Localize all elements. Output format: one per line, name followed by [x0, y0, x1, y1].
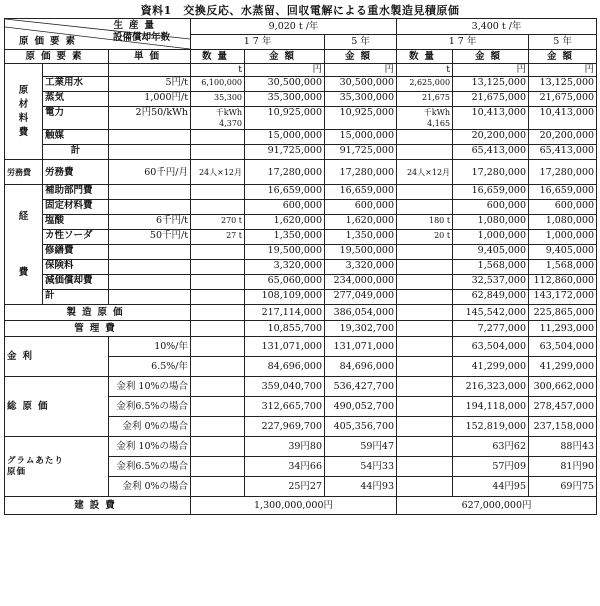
row-amount-a17: 19,500,000: [245, 245, 325, 260]
col-unit: 単価: [109, 50, 191, 64]
row-amount-a17: 65,060,000: [245, 275, 325, 290]
row-amount-b17: 62,849,000: [453, 290, 529, 305]
construction-cost-row: [5, 497, 597, 515]
row-unit-price: 金利 0%の場合: [109, 417, 191, 437]
row-qty-b: 千kWh 4,165: [397, 107, 453, 130]
corner-header: [5, 19, 191, 50]
row-unit-price: 金利 10%の場合: [109, 437, 191, 457]
row-amount-b17: 9,405,000: [453, 245, 529, 260]
row-amount-b17: 1,080,000: [453, 215, 529, 230]
row-amount-a5: 131,071,000: [325, 337, 397, 357]
row-unit-price: [109, 260, 191, 275]
row-amount-a5: 59円47: [325, 437, 397, 457]
table-row: [5, 230, 597, 245]
row-amount-a17: 600,000: [245, 200, 325, 215]
row-unit-price: 金利 10%の場合: [109, 377, 191, 397]
table-row: [5, 437, 597, 457]
row-name: 減価償却費: [43, 275, 109, 290]
total-group-label: 総原価: [5, 377, 109, 437]
row-amount-b5: 278,457,000: [529, 397, 597, 417]
unit-t-a: t: [191, 64, 245, 77]
production-a: 9,020 t /年: [191, 19, 397, 35]
row-amount-b17: 63,504,000: [453, 337, 529, 357]
row-qty-b: 24人×12月: [397, 160, 453, 185]
row-unit-price: 50千円/t: [109, 230, 191, 245]
row-amount-b5: 10,413,000: [529, 107, 597, 130]
row-amount-b17: 17,280,000: [453, 160, 529, 185]
row-name: 保険料: [43, 260, 109, 275]
row-amount-b5: 81円90: [529, 457, 597, 477]
row-amount-a5: 10,925,000: [325, 107, 397, 130]
row-amount-b5: 41,299,000: [529, 357, 597, 377]
row-qty-a: 千kWh 4,370: [191, 107, 245, 130]
years-b17: 1 7 年: [397, 34, 529, 50]
row-qty-a: [191, 145, 245, 160]
row-amount-a5: 277,049,000: [325, 290, 397, 305]
row-amount-b5: 237,158,000: [529, 417, 597, 437]
blank-cell: [191, 417, 245, 437]
row-qty-a: [191, 275, 245, 290]
blank-cell: [191, 305, 245, 321]
row-unit-price: [109, 245, 191, 260]
row-unit-price: 6.5%/年: [109, 357, 191, 377]
row-amount-b17: 1,000,000: [453, 230, 529, 245]
table-row: [5, 160, 597, 185]
row-qty-b: [397, 130, 453, 145]
row-unit-price: [109, 145, 191, 160]
row-name: 工業用水: [43, 77, 109, 92]
labor-group-label: 労務費: [5, 160, 43, 185]
row-amount-b17: 194,118,000: [453, 397, 529, 417]
row-amount-a5: 30,500,000: [325, 77, 397, 92]
diag-years: 設備償却年数: [113, 32, 171, 43]
row-amount-b5: 9,405,000: [529, 245, 597, 260]
row-name: 修繕費: [43, 245, 109, 260]
row-amount-b17: 145,542,000: [453, 305, 529, 321]
row-unit-price: 5円/t: [109, 77, 191, 92]
table-row: [5, 337, 597, 357]
years-a17: 1 7 年: [191, 34, 325, 50]
blank-cell: [191, 357, 245, 377]
blank-cell: [191, 397, 245, 417]
col-qty-a: 数量: [191, 50, 245, 64]
row-amount-b5: 63,504,000: [529, 337, 597, 357]
row-amount-a5: 600,000: [325, 200, 397, 215]
row-amount-a5: 3,320,000: [325, 260, 397, 275]
blank-cell: [191, 477, 245, 497]
blank-cell: [397, 377, 453, 397]
row-amount-a5: 15,000,000: [325, 130, 397, 145]
row-amount-a5: 19,500,000: [325, 245, 397, 260]
row-amount-a5: 490,052,700: [325, 397, 397, 417]
row-qty-b: 21,675: [397, 92, 453, 107]
row-amount-a17: 84,696,000: [245, 357, 325, 377]
row-unit-price: 1,000円/t: [109, 92, 191, 107]
years-b5: 5 年: [529, 34, 597, 50]
row-amount-b5: 1,080,000: [529, 215, 597, 230]
unit-marks-row: [5, 64, 597, 77]
col-amount-b5: 金額: [529, 50, 597, 64]
row-amount-b5: 1,000,000: [529, 230, 597, 245]
row-amount-b17: 13,125,000: [453, 77, 529, 92]
row-amount-a17: 35,300,000: [245, 92, 325, 107]
row-amount-a17: 91,725,000: [245, 145, 325, 160]
blank-cell: [397, 397, 453, 417]
row-amount-a17: 16,659,000: [245, 185, 325, 200]
row-unit-price: [109, 290, 191, 305]
diag-element: 原価要素: [19, 36, 82, 47]
col-amount-a17: 金額: [245, 50, 325, 64]
row-amount-b17: 16,659,000: [453, 185, 529, 200]
col-element: 原価要素: [5, 50, 109, 64]
unit-yen-a17: 円: [245, 64, 325, 77]
blank-cell: [397, 477, 453, 497]
row-amount-a17: 108,109,000: [245, 290, 325, 305]
row-qty-b: [397, 290, 453, 305]
per_gram-group-label: グラムあたり 原価: [5, 437, 109, 497]
row-amount-b5: 65,413,000: [529, 145, 597, 160]
production-b: 3,400 t /年: [397, 19, 597, 35]
table-row: [5, 107, 597, 130]
row-qty-b: [397, 185, 453, 200]
unit-t-b: t: [397, 64, 453, 77]
row-qty-a: 6,100,000: [191, 77, 245, 92]
row-qty-a: [191, 260, 245, 275]
row-amount-a17: 34円66: [245, 457, 325, 477]
expense-group-label: 経 費: [5, 185, 43, 305]
row-name: 計: [43, 290, 109, 305]
row-amount-a17: 227,969,700: [245, 417, 325, 437]
row-name: カ性ソーダ: [43, 230, 109, 245]
row-amount-a17: 3,320,000: [245, 260, 325, 275]
row-amount-b17: 600,000: [453, 200, 529, 215]
row-amount-a5: 54円33: [325, 457, 397, 477]
row-amount-a5: 35,300,000: [325, 92, 397, 107]
blank-cell: [109, 64, 191, 77]
row-amount-b17: 152,819,000: [453, 417, 529, 437]
row-amount-a5: 1,350,000: [325, 230, 397, 245]
col-amount-b17: 金額: [453, 50, 529, 64]
row-amount-b17: 7,277,000: [453, 321, 529, 337]
row-amount-b17: 65,413,000: [453, 145, 529, 160]
row-amount-a17: 25円27: [245, 477, 325, 497]
unit-yen-b5: 円: [529, 64, 597, 77]
row-amount-b5: 16,659,000: [529, 185, 597, 200]
row-amount-b5: 112,860,000: [529, 275, 597, 290]
row-amount-b5: 300,662,000: [529, 377, 597, 397]
blank-cell: [397, 337, 453, 357]
row-amount-a17: 1,620,000: [245, 215, 325, 230]
row-amount-b5: 20,200,000: [529, 130, 597, 145]
row-amount-b17: 1,568,000: [453, 260, 529, 275]
blank-cell: [191, 377, 245, 397]
row-amount-b17: 20,200,000: [453, 130, 529, 145]
table-row: [5, 185, 597, 200]
row-amount-b17: 57円09: [453, 457, 529, 477]
row-qty-b: [397, 245, 453, 260]
blank-cell: [191, 457, 245, 477]
blank-cell: [397, 417, 453, 437]
manufacturing-cost-row: [5, 305, 597, 321]
row-unit-price: [109, 275, 191, 290]
row-unit-price: 2円50/kWh: [109, 107, 191, 130]
row-amount-a5: 1,620,000: [325, 215, 397, 230]
row-unit-price: 金利 0%の場合: [109, 477, 191, 497]
row-unit-price: 金利6.5%の場合: [109, 457, 191, 477]
row-unit-price: [109, 200, 191, 215]
row-amount-a17: 17,280,000: [245, 160, 325, 185]
table-row: [5, 145, 597, 160]
row-qty-a: [191, 185, 245, 200]
table-row: [5, 77, 597, 92]
row-unit-price: 金利6.5%の場合: [109, 397, 191, 417]
row-amount-a17: 39円80: [245, 437, 325, 457]
row-qty-b: 2,625,000: [397, 77, 453, 92]
row-amount-b17: 10,413,000: [453, 107, 529, 130]
row-qty-b: [397, 275, 453, 290]
row-amount-b5: 1,568,000: [529, 260, 597, 275]
blank-cell: [397, 305, 453, 321]
blank-cell: [397, 437, 453, 457]
table-row: [5, 200, 597, 215]
row-amount-a5: 16,659,000: [325, 185, 397, 200]
row-qty-a: [191, 130, 245, 145]
row-name: 電力: [43, 107, 109, 130]
row-qty-b: 180 t: [397, 215, 453, 230]
row-amount-b5: 21,675,000: [529, 92, 597, 107]
col-qty-b: 数量: [397, 50, 453, 64]
row-qty-b: [397, 200, 453, 215]
row-name: 触媒: [43, 130, 109, 145]
raw-group-label: 原 材 料 費: [5, 64, 43, 160]
row-amount-a17: 10,855,700: [245, 321, 325, 337]
table-row: [5, 275, 597, 290]
table-row: [5, 215, 597, 230]
row-amount-b5: 225,865,000: [529, 305, 597, 321]
row-qty-a: [191, 245, 245, 260]
row-amount-b5: 11,293,000: [529, 321, 597, 337]
row-amount-a5: 386,054,000: [325, 305, 397, 321]
row-amount-b5: 143,172,000: [529, 290, 597, 305]
blank-cell: [397, 357, 453, 377]
diag-production: 生産量: [113, 20, 161, 31]
construction-label: 建設費: [5, 497, 191, 515]
admin-label: 管理費: [5, 321, 191, 337]
table-row: [5, 290, 597, 305]
cost-table: [4, 18, 597, 515]
row-amount-b5: 13,125,000: [529, 77, 597, 92]
row-amount-a5: 536,427,700: [325, 377, 397, 397]
row-name: 蒸気: [43, 92, 109, 107]
row-amount-b17: 21,675,000: [453, 92, 529, 107]
blank-cell: [397, 321, 453, 337]
row-amount-b5: 600,000: [529, 200, 597, 215]
row-unit-price: 6千円/t: [109, 215, 191, 230]
unit-yen-a5: 円: [325, 64, 397, 77]
blank-cell: [191, 321, 245, 337]
row-name: 固定材料費: [43, 200, 109, 215]
row-qty-a: 24人×12月: [191, 160, 245, 185]
row-amount-a5: 19,302,700: [325, 321, 397, 337]
row-name: 補助部門費: [43, 185, 109, 200]
row-amount-b5: 69円75: [529, 477, 597, 497]
years-a5: 5 年: [325, 34, 397, 50]
blank-cell: [43, 64, 109, 77]
unit-yen-b17: 円: [453, 64, 529, 77]
table-row: [5, 92, 597, 107]
blank-cell: [397, 457, 453, 477]
interest-group-label: 金利: [5, 337, 109, 377]
row-qty-b: [397, 260, 453, 275]
row-amount-b17: 44円95: [453, 477, 529, 497]
table-row: [5, 245, 597, 260]
col-amount-a5: 金額: [325, 50, 397, 64]
row-amount-b17: 63円62: [453, 437, 529, 457]
row-name: 計: [43, 145, 109, 160]
row-unit-price: [109, 185, 191, 200]
mfg-label: 製造原価: [5, 305, 191, 321]
row-qty-a: [191, 290, 245, 305]
row-unit-price: 60千円/月: [109, 160, 191, 185]
row-qty-a: 270 t: [191, 215, 245, 230]
row-amount-b5: 17,280,000: [529, 160, 597, 185]
row-qty-a: 35,300: [191, 92, 245, 107]
row-amount-b17: 41,299,000: [453, 357, 529, 377]
admin-cost-row: [5, 321, 597, 337]
row-amount-b17: 32,537,000: [453, 275, 529, 290]
row-amount-a5: 84,696,000: [325, 357, 397, 377]
row-amount-a5: 91,725,000: [325, 145, 397, 160]
table-row: [5, 377, 597, 397]
row-amount-a17: 312,665,700: [245, 397, 325, 417]
row-qty-b: [397, 145, 453, 160]
row-amount-a17: 10,925,000: [245, 107, 325, 130]
row-amount-a17: 217,114,000: [245, 305, 325, 321]
row-name: 労務費: [43, 160, 109, 185]
row-amount-a5: 44円93: [325, 477, 397, 497]
row-qty-a: [191, 200, 245, 215]
row-amount-a17: 131,071,000: [245, 337, 325, 357]
table-row: [5, 130, 597, 145]
construction-a: 1,300,000,000円: [191, 497, 397, 515]
row-amount-a5: 234,000,000: [325, 275, 397, 290]
row-unit-price: 10%/年: [109, 337, 191, 357]
document-title: 資料1 交換反応、水蒸留、回収電解による重水製造見積原価: [140, 4, 460, 17]
row-qty-b: 20 t: [397, 230, 453, 245]
table-row: [5, 260, 597, 275]
row-amount-a5: 17,280,000: [325, 160, 397, 185]
construction-b: 627,000,000円: [397, 497, 597, 515]
row-amount-a17: 15,000,000: [245, 130, 325, 145]
row-amount-b5: 88円43: [529, 437, 597, 457]
row-amount-a5: 405,356,700: [325, 417, 397, 437]
row-amount-a17: 30,500,000: [245, 77, 325, 92]
row-qty-a: 27 t: [191, 230, 245, 245]
row-amount-a17: 359,040,700: [245, 377, 325, 397]
row-unit-price: [109, 130, 191, 145]
row-amount-b17: 216,323,000: [453, 377, 529, 397]
row-name: 塩酸: [43, 215, 109, 230]
blank-cell: [191, 437, 245, 457]
blank-cell: [191, 337, 245, 357]
row-amount-a17: 1,350,000: [245, 230, 325, 245]
